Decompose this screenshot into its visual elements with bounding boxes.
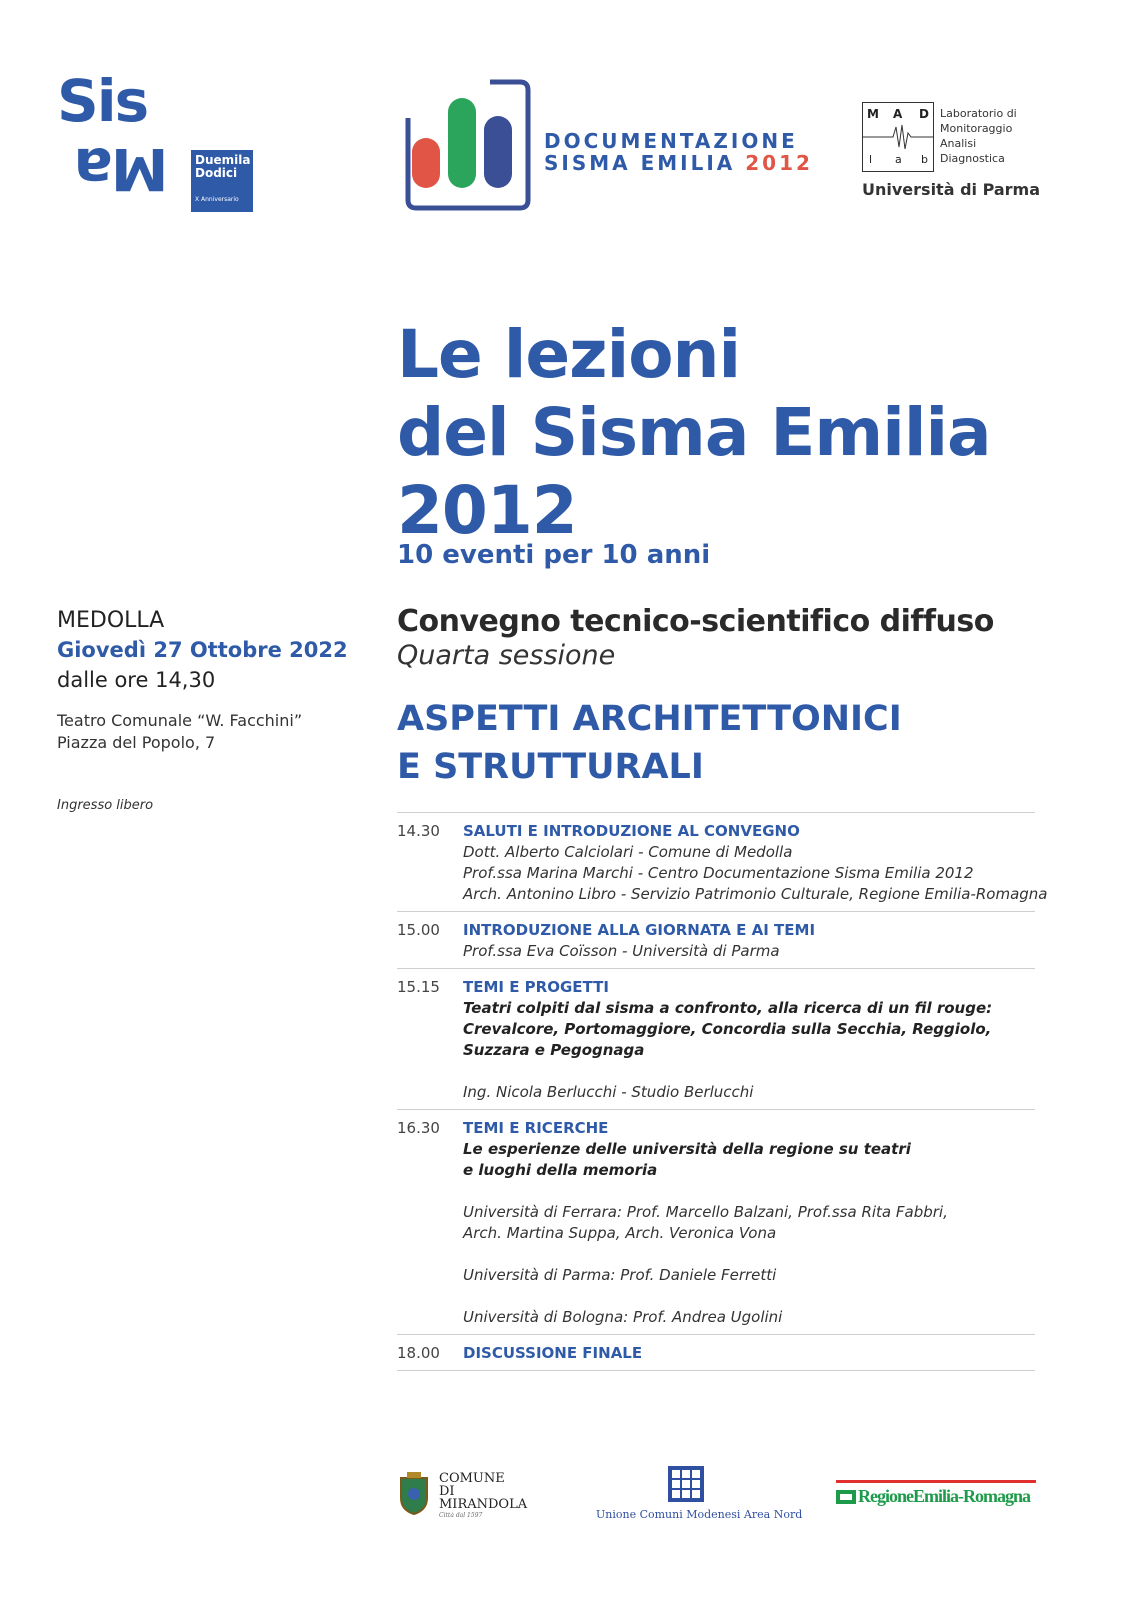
program-speaker: Università di Bologna: Prof. Andrea Ugolini bbox=[463, 1308, 783, 1326]
program-heading: TEMI E PROGETTI bbox=[463, 978, 609, 996]
title-line1: Le lezioni bbox=[397, 316, 741, 393]
mad-letter-a2: a bbox=[895, 153, 902, 166]
program-speaker: Prof.ssa Eva Coïsson - Università di Parma bbox=[463, 942, 780, 960]
program-time: 15.15 bbox=[397, 978, 440, 996]
program-time: 18.00 bbox=[397, 1344, 440, 1362]
event-time: dalle ore 14,30 bbox=[57, 668, 216, 692]
topic-title bbox=[397, 695, 902, 791]
mirandola-line2: DI bbox=[439, 1484, 455, 1499]
convegno-title: Convegno tecnico-scientifico diffuso bbox=[397, 604, 994, 639]
rer-flag-icon bbox=[836, 1486, 856, 1506]
program-heading: SALUTI E INTRODUZIONE AL CONVEGNO bbox=[463, 822, 800, 840]
seismograph-icon bbox=[863, 123, 933, 151]
program-time: 15.00 bbox=[397, 921, 440, 939]
program-heading: INTRODUZIONE ALLA GIORNATA E AI TEMI bbox=[463, 921, 816, 939]
coat-of-arms-icon bbox=[395, 1470, 433, 1516]
program-topic: Crevalcore, Portomaggiore, Concordia sulla Secchia, Reggiolo, bbox=[463, 1020, 992, 1038]
program-heading: TEMI E RICERCHE bbox=[463, 1119, 609, 1137]
program-speaker: Università di Ferrara: Prof. Marcello Balzani, Prof.ssa Rita Fabbri, bbox=[463, 1203, 948, 1221]
ucman-logo bbox=[596, 1466, 803, 1526]
mad-letter-l: l bbox=[869, 153, 873, 166]
sisma-logo bbox=[57, 67, 257, 217]
doc-line2-text: SISMA EMILIA bbox=[544, 151, 736, 175]
mirandola-line3: MIRANDOLA bbox=[439, 1497, 528, 1512]
mad-description bbox=[940, 106, 1017, 166]
doc-line2 bbox=[544, 152, 813, 174]
mirandola-text bbox=[439, 1472, 527, 1511]
mirandola-est: Città dal 1597 bbox=[439, 1512, 483, 1519]
mad-letter-a: A bbox=[893, 107, 903, 121]
program-topic: Teatri colpiti dal sisma a confronto, alla ricerca di un fil rouge: bbox=[463, 999, 993, 1017]
program-item bbox=[397, 912, 1035, 969]
ucman-emblem-icon bbox=[668, 1466, 704, 1502]
event-city: MEDOLLA bbox=[57, 608, 165, 633]
program-speaker: Università di Parma: Prof. Daniele Ferretti bbox=[463, 1266, 777, 1284]
ucman-text: Unione Comuni Modenesi Area Nord bbox=[596, 1508, 803, 1521]
event-venue bbox=[57, 710, 302, 754]
comune-mirandola-logo bbox=[395, 1468, 545, 1524]
venue-line1: Teatro Comunale “W. Facchini” bbox=[57, 711, 303, 730]
program-time: 14.30 bbox=[397, 822, 440, 840]
mad-line4: Diagnostica bbox=[940, 152, 1005, 165]
topic-line1: ASPETTI ARCHITETTONICI bbox=[397, 699, 902, 739]
documentazione-text bbox=[544, 130, 813, 174]
program-speaker: Dott. Alberto Calciolari - Comune di Medolla bbox=[463, 843, 793, 861]
subtitle: 10 eventi per 10 anni bbox=[397, 540, 711, 570]
mad-box bbox=[862, 102, 934, 172]
sisma-box-text bbox=[195, 154, 250, 180]
program-list bbox=[397, 812, 1048, 1371]
topic-line2: E STRUTTURALI bbox=[397, 747, 704, 787]
university-name: Università di Parma bbox=[862, 180, 1041, 199]
mad-letter-m: M bbox=[867, 107, 879, 121]
mirandola-line1: COMUNE bbox=[439, 1471, 505, 1486]
event-date: Giovedì 27 Ottobre 2022 bbox=[57, 638, 348, 662]
program-speaker: Arch. Martina Suppa, Arch. Veronica Vona bbox=[463, 1224, 777, 1242]
program-item bbox=[397, 1335, 1035, 1371]
program-heading: DISCUSSIONE FINALE bbox=[463, 1344, 643, 1362]
program-topic: e luoghi della memoria bbox=[463, 1161, 658, 1179]
mad-letter-d: D bbox=[919, 107, 929, 121]
program-item bbox=[397, 969, 1035, 1110]
doc-line1: DOCUMENTAZIONE bbox=[544, 129, 798, 153]
sisma-box-anniversary: X Anniversario bbox=[195, 196, 239, 203]
bars-icon bbox=[398, 78, 533, 213]
sisma-logo-box bbox=[191, 150, 253, 212]
sisma-logo-top: Sis bbox=[57, 67, 148, 135]
sisma-box-line2: Dodici bbox=[195, 166, 238, 180]
venue-line2: Piazza del Popolo, 7 bbox=[57, 733, 216, 752]
mad-letter-b: b bbox=[921, 153, 928, 166]
sisma-logo-bottom: Ma bbox=[75, 135, 169, 203]
mad-line3: Analisi bbox=[940, 137, 977, 150]
rer-text: RegioneEmilia-Romagna bbox=[858, 1486, 1030, 1506]
program-item bbox=[397, 1110, 1035, 1335]
program-time: 16.30 bbox=[397, 1119, 440, 1137]
program-speaker: Arch. Antonino Libro - Servizio Patrimonio Culturale, Regione Emilia-Romagna bbox=[463, 885, 1048, 903]
main-title bbox=[397, 316, 991, 550]
mad-lab-logo bbox=[862, 100, 1052, 210]
program-speaker: Prof.ssa Marina Marchi - Centro Documentazione Sisma Emilia 2012 bbox=[463, 864, 974, 882]
doc-year: 2012 bbox=[745, 151, 813, 175]
rer-red-bar bbox=[836, 1480, 1036, 1483]
regione-emilia-romagna-logo bbox=[836, 1480, 1036, 1520]
documentazione-logo bbox=[398, 78, 818, 218]
program-topic: Suzzara e Pegognaga bbox=[463, 1041, 645, 1059]
program-speaker: Ing. Nicola Berlucchi - Studio Berlucchi bbox=[463, 1083, 754, 1101]
program-item bbox=[397, 812, 1048, 912]
sisma-box-line1: Duemila bbox=[195, 153, 251, 167]
program-topic: Le esperienze delle università della regione su teatri bbox=[463, 1140, 911, 1158]
mad-line2: Monitoraggio bbox=[940, 122, 1013, 135]
session-label: Quarta sessione bbox=[397, 640, 616, 671]
title-line2: del Sisma Emilia bbox=[397, 394, 991, 471]
entry-note: Ingresso libero bbox=[57, 798, 154, 813]
mad-line1: Laboratorio di bbox=[940, 107, 1017, 120]
title-line3: 2012 bbox=[397, 472, 577, 549]
